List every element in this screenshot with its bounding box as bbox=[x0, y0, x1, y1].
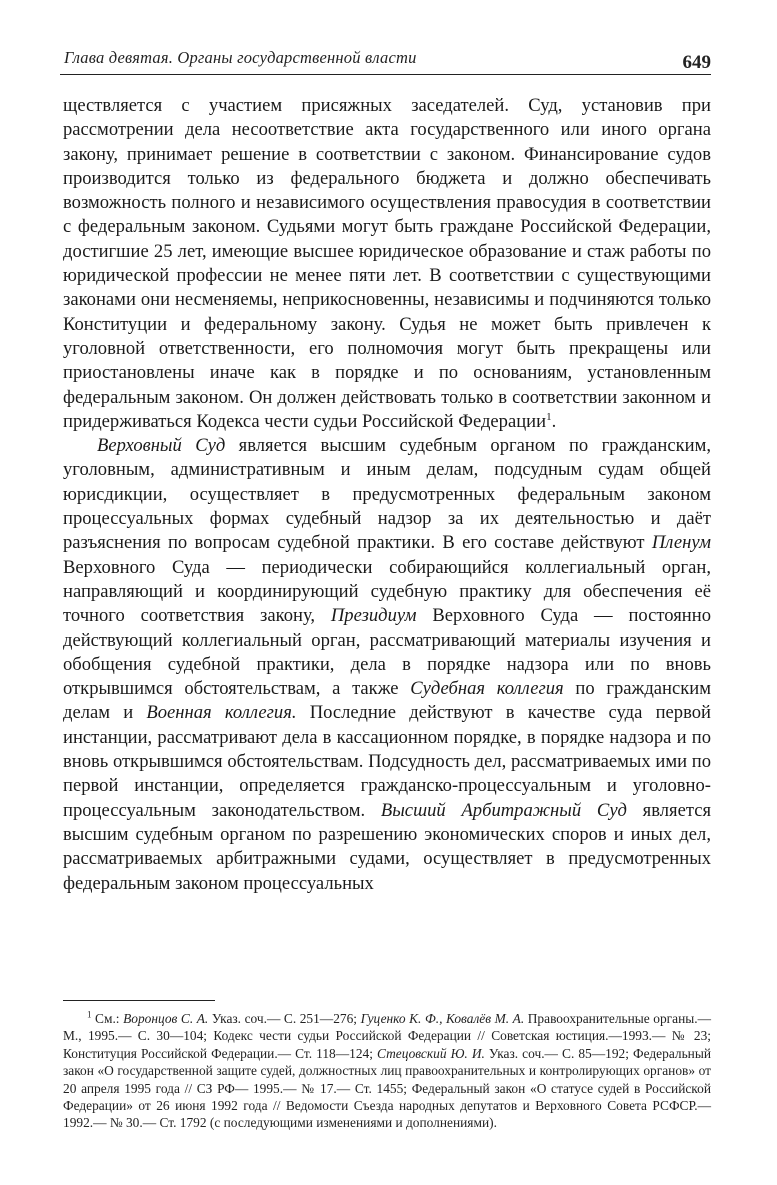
footnote-text: См.: bbox=[91, 1011, 124, 1026]
paragraph-text: Последние действуют в качестве суда первой инстанции, рассматривают дела в кассационном порядке, в порядке надзора и по вновь открывшимся обстоятельствам. Подсудность дел, рассматриваемых ими по первой инстанции, определяется гражданско-процессуальным и уголовно-процессуальным законодательством. bbox=[63, 702, 712, 821]
paragraph-courts-continued: ществляется с участием присяжных заседателей. Суд, установив при рассмотрении дела несоответствие акта государственного или иного органа закону, принимает решение в соответствии с законом. Финансирование судов производится только из федерального бюджета и должно обеспечивать возможность полного и независимого осуществления правосудия в соответствии с федеральным законом. Судьями могут быть граждане Российской Федерации, достигшие 25 лет, имеющие высшее юридическое образование и стаж работы по юридической профессии не менее пяти лет. В соответствии с существующими законами они несменяемы, неприкосновенны, независимы и подчиняются только Конституции и федеральному закону. Судья не может быть привлечен к уголовной ответственности, его полномочия могут быть прекращены или приостановлены иначе как в порядке и по основаниям, установленным федеральным законом. Он должен действовать только в соответствии законном и придерживаться Кодекса чести судьи Российской Федерации$^1$. bbox=[63, 95, 711, 432]
term-military-collegium: Военная коллегия. bbox=[146, 702, 297, 724]
term-presidium: Президиум bbox=[330, 605, 417, 627]
paragraph-text: по гражданским делам и bbox=[63, 678, 712, 724]
term-supreme-arbitration-court: Высший Арбитражный Суд bbox=[380, 799, 627, 821]
footnote-text: Правоохранительные органы.— М., 1995.— С. 30—104; Кодекс чести судьи Российской Федерации // Советская юстиция.—1993.— № 23; Конституция Российской Федерации.— Ст. 118—124; bbox=[63, 1011, 711, 1061]
footnote-number: 1 bbox=[87, 1009, 92, 1020]
footnote-divider bbox=[63, 1000, 215, 1001]
footnote bbox=[63, 1010, 711, 1132]
paragraph-supreme-court bbox=[63, 434, 711, 896]
page-number: 649 bbox=[682, 52, 711, 73]
paragraph-text: является высшим судебным органом по гражданским, уголовным, административным и иным делам, подсудным судам общей юрисдикции, осуществляет в предусмотренных федеральным законом процессуальных формах судебный надзор за их деятельностью и даёт разъяснения по вопросам судебной практики. В его составе действуют bbox=[63, 435, 711, 554]
running-header bbox=[60, 44, 711, 75]
running-title: Глава девятая. Органы государственной власти bbox=[64, 48, 417, 67]
term-supreme-court: Верховный Суд bbox=[97, 435, 226, 457]
footnote-reference: 1 bbox=[546, 410, 552, 423]
footnote-author: Гуценко К. Ф., Ковалёв М. А. bbox=[360, 1011, 525, 1026]
term-plenum: Пленум bbox=[651, 532, 711, 554]
main-text bbox=[63, 94, 711, 896]
paragraph-text: ществляется с участием присяжных заседателей. Суд, установив при рассмотрении дела несоответствие акта государственного или иного органа закону, принимает решение в соответствии с законом. Финансирование судов производится только из федерального бюджета и должно обеспечивать возможность полного и независимого осуществления правосудия в соответствии с федеральным законом. Судьями могут быть граждане Российской Федерации, достигшие 25 лет, имеющие высшее юридическое образование и стаж работы по юридической профессии не менее пяти лет. В соответствии с существующими законами они несменяемы, неприкосновенны, независимы и подчиняются только Конституции и федеральному закону. Судья не может быть привлечен к уголовной ответственности, его полномочия могут быть прекращены или приостановлены иначе как в порядке и по основаниям, установленным федеральным законом. Он должен действовать только в соответствии законном и придерживаться Кодекса чести судьи Российской Федерации bbox=[63, 95, 711, 432]
paragraph-text: Верховного Суда — постоянно действующий коллегиальный орган, рассматривающий материалы изучения и обобщения судебной практики, дела в порядке надзора или по вновь открывшимся обстоятельствам, а также bbox=[63, 605, 711, 700]
footnote-text: Указ. соч.— С. 251—276; bbox=[208, 1011, 361, 1026]
term-judicial-collegium: Судебная коллегия bbox=[410, 678, 564, 700]
footnote-text: Указ. соч.— С. 85—192; Федеральный закон «О государственной защите судей, должностных лиц правоохранительных и контролирующих органов» от 20 апреля 1995 года // СЗ РФ— 1995.— № 17.— Ст. 1455; Федеральный закон «О статусе судей в Российской Федерации» от 26 июня 1992 года // Ведомости Съезда народных депутатов и Верховного Совета РСФСР.— 1992.— № 30.— Ст. 1792 (с последующими изменениями и дополнениями). bbox=[63, 1045, 711, 1131]
footnote-author: Воронцов С. А. bbox=[123, 1011, 209, 1026]
footnote-author: Стецовский Ю. И. bbox=[377, 1045, 485, 1061]
paragraph-text: Верховного Суда — периодически собирающийся коллегиальный орган, направляющий и координирующий судебную практику для обеспечения её точного соответствия закону, bbox=[63, 556, 711, 627]
paragraph-text: является высшим судебным органом по разрешению экономических споров и иных дел, рассматриваемых арбитражными судами, осуществляет в предусмотренных федеральным законом процессуальных bbox=[63, 799, 712, 894]
